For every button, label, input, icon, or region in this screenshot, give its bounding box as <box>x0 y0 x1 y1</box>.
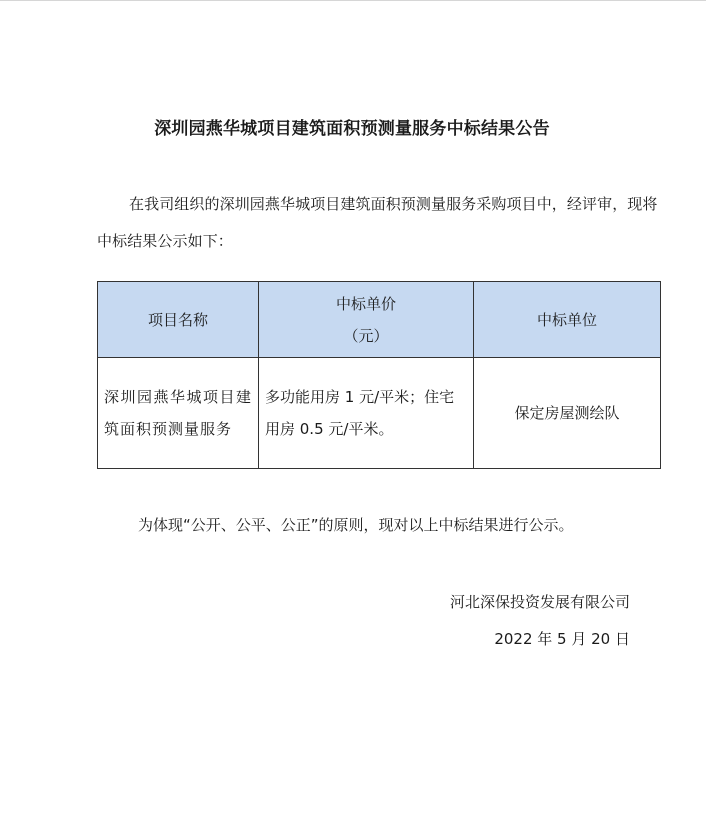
top-border-line <box>0 0 706 1</box>
table-header-row <box>98 282 661 358</box>
header-award-price-line2: （元） <box>343 326 389 345</box>
cell-winning-unit: 保定房屋测绘队 <box>474 358 661 469</box>
issue-date: 2022 年 5 月 20 日 <box>494 630 630 648</box>
cell-project-name: 深圳园燕华城项目建筑面积预测量服务 <box>98 358 259 469</box>
header-winning-unit-text: 中标单位 <box>536 310 597 329</box>
table-row <box>98 358 661 469</box>
intro-paragraph: 在我司组织的深圳园燕华城项目建筑面积预测量服务采购项目中，经评审，现将中标结果公示如下： <box>97 195 658 250</box>
header-award-price <box>259 282 474 358</box>
header-award-price-line1: 中标单价 <box>335 294 396 313</box>
issuer-name: 河北深保投资发展有限公司 <box>449 593 630 611</box>
cell-award-price: 多功能用房 1 元/平米；住宅用房 0.5 元/平米。 <box>259 358 474 469</box>
header-winning-unit <box>474 282 661 358</box>
award-result-table <box>97 281 661 469</box>
header-project-name <box>98 282 259 358</box>
header-project-name-text: 项目名称 <box>147 310 208 329</box>
closing-paragraph: 为体现“公开、公平、公正”的原则，现对以上中标结果进行公示。 <box>138 516 574 534</box>
document-title <box>0 114 706 139</box>
document-title-text: 深圳园燕华城项目建筑面积预测量服务中标结果公告 <box>154 119 550 139</box>
